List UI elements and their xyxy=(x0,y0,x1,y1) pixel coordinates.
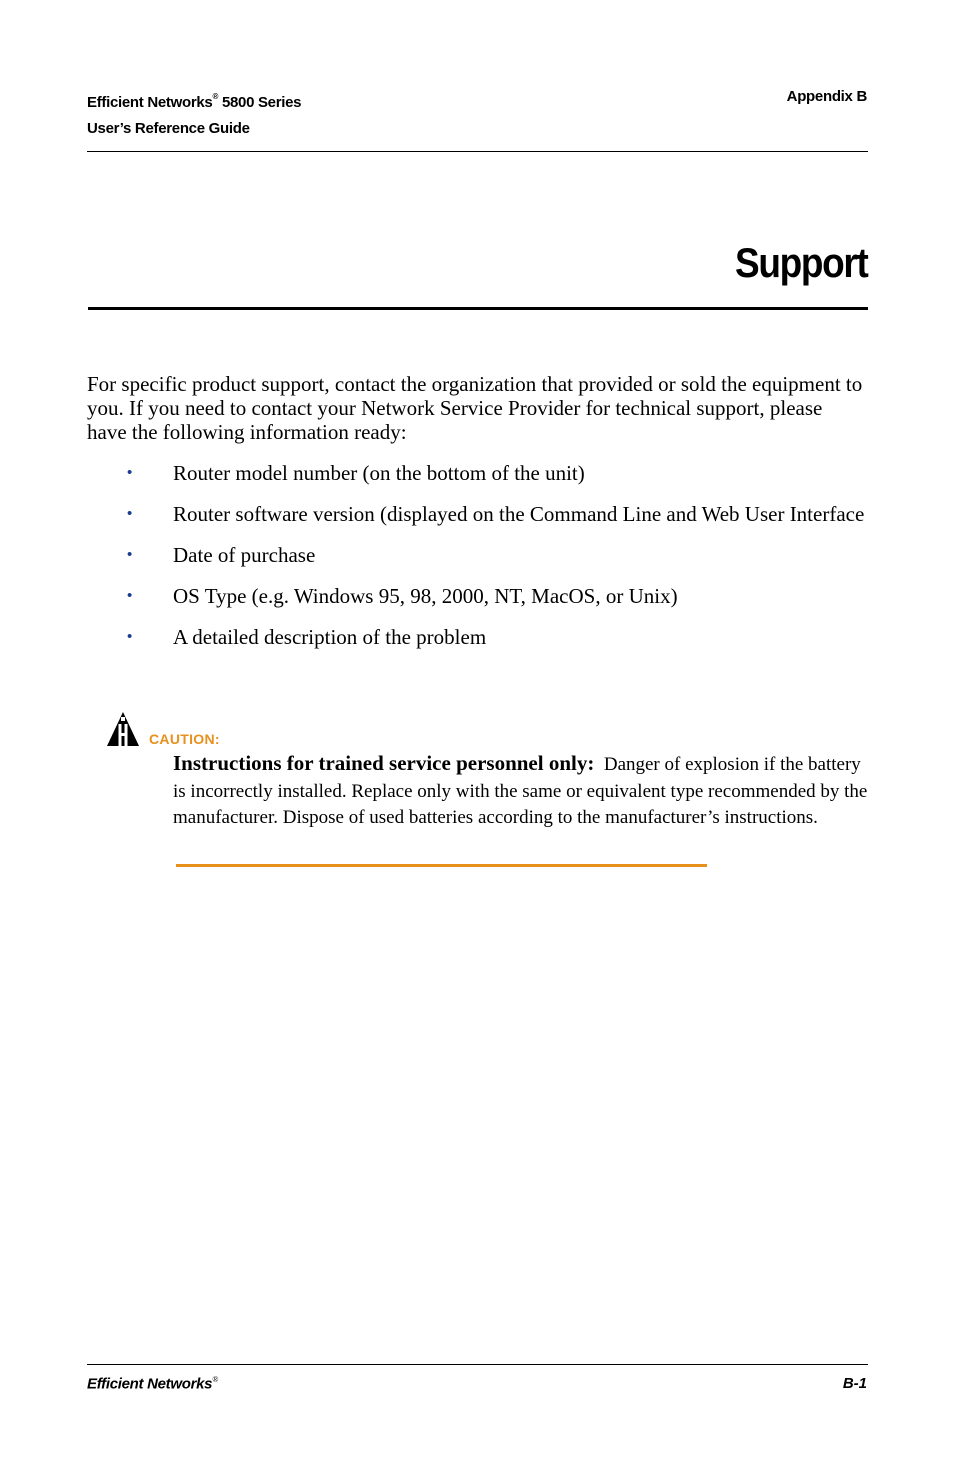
title-divider xyxy=(88,307,868,310)
footer-reg-mark: ® xyxy=(212,1375,219,1384)
list-item-text: A detailed description of the problem xyxy=(173,625,487,649)
header-brand: Efficient Networks xyxy=(87,94,213,111)
footer-brand-block xyxy=(87,1375,218,1393)
header-section-label: Appendix B xyxy=(786,88,867,105)
list-item-text: Router software version (displayed on the Command Line and Web User Interface xyxy=(173,502,865,526)
bullet-icon: • xyxy=(127,505,133,522)
footer-divider xyxy=(87,1364,868,1365)
bullet-icon: • xyxy=(127,628,133,645)
caution-label: CAUTION: xyxy=(149,731,220,747)
footer-brand: Efficient Networks xyxy=(87,1375,213,1393)
list-item-text: OS Type (e.g. Windows 95, 98, 2000, NT, MacOS, or Unix) xyxy=(173,584,678,608)
running-header-left xyxy=(87,84,301,142)
caution-triangle-icon xyxy=(105,711,141,752)
bullet-icon: • xyxy=(127,464,133,481)
bullet-icon: • xyxy=(127,546,133,563)
caution-divider xyxy=(176,864,707,867)
header-divider xyxy=(87,151,868,152)
info-checklist xyxy=(87,461,867,666)
caution-notice xyxy=(173,750,868,832)
list-item xyxy=(87,584,867,608)
list-item xyxy=(87,461,867,485)
list-item xyxy=(87,543,867,567)
header-reg-mark: ® xyxy=(212,92,219,101)
header-guide-title: User’s Reference Guide xyxy=(87,120,250,137)
page-title: Support xyxy=(734,239,867,286)
list-item xyxy=(87,625,867,649)
bullet-icon: • xyxy=(127,587,133,604)
caution-text: Danger of explosion if the battery is incorrectly installed. Replace only with the same or equivalent type recommended by the manufacturer. Dispose of used batteries according to the manufacturer’s instructions. xyxy=(173,754,868,828)
header-product-line xyxy=(87,84,301,116)
intro-paragraph: For specific product support, contact the organization that provided or sold the equipment to you. If you need to contact your Network Service Provider for technical support, please have the following information ready: xyxy=(87,372,863,444)
list-item xyxy=(87,502,867,526)
caution-lead: Instructions for trained service personnel only: xyxy=(173,751,595,775)
page-number: B-1 xyxy=(842,1375,867,1392)
header-series: 5800 Series xyxy=(218,94,302,111)
list-item-text: Date of purchase xyxy=(173,543,316,567)
list-item-text: Router model number (on the bottom of the unit) xyxy=(173,461,585,485)
